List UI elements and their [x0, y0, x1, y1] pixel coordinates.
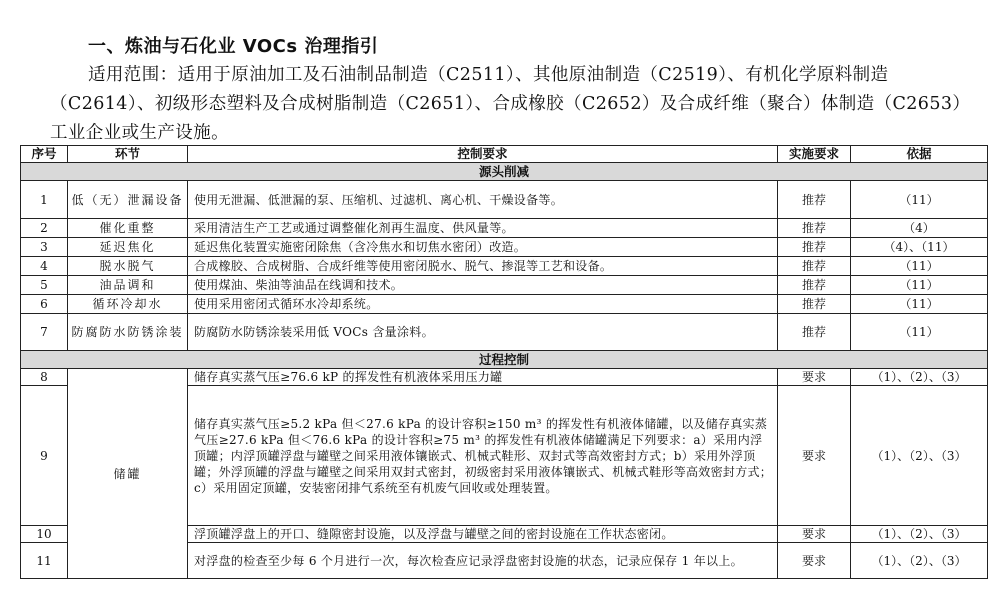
table-row — [21, 181, 988, 219]
row-stage: 低（无）泄漏设备 — [68, 181, 188, 219]
section-heading: 一、炼油与石化业 VOCs 治理指引 — [88, 36, 379, 57]
row-stage: 防腐防水防锈涂装 — [68, 314, 188, 351]
row-basis: （4）、（11） — [851, 238, 988, 257]
section-row-process-control — [21, 351, 988, 369]
row-requirement: 合成橡胶、合成树脂、合成纤维等使用密闭脱水、脱气、掺混等工艺和设备。 — [188, 257, 778, 276]
row-requirement: 使用无泄漏、低泄漏的泵、压缩机、过滤机、离心机、干燥设备等。 — [188, 181, 778, 219]
row-no: 3 — [21, 238, 68, 257]
row-no: 11 — [21, 543, 68, 579]
row-stage: 催化重整 — [68, 219, 188, 238]
row-basis: （11） — [851, 314, 988, 351]
table-row — [21, 314, 988, 351]
header-no: 序号 — [21, 146, 68, 163]
header-stage: 环节 — [68, 146, 188, 163]
row-implementation: 推荐 — [778, 276, 851, 295]
table-row — [21, 295, 988, 314]
header-requirement: 控制要求 — [188, 146, 778, 163]
row-stage: 延迟焦化 — [68, 238, 188, 257]
row-requirement: 使用采用密闭式循环水冷却系统。 — [188, 295, 778, 314]
row-basis: （11） — [851, 181, 988, 219]
row-implementation: 推荐 — [778, 257, 851, 276]
row-implementation: 推荐 — [778, 238, 851, 257]
row-stage: 循环冷却水 — [68, 295, 188, 314]
row-requirement: 延迟焦化装置实施密闭除焦（含冷焦水和切焦水密闭）改造。 — [188, 238, 778, 257]
header-implementation: 实施要求 — [778, 146, 851, 163]
row-no: 6 — [21, 295, 68, 314]
row-no: 1 — [21, 181, 68, 219]
row-no: 4 — [21, 257, 68, 276]
row-requirement: 对浮盘的检查至少每 6 个月进行一次，每次检查应记录浮盘密封设施的状态，记录应保存 1 年以上。 — [188, 543, 778, 579]
section-title: 过程控制 — [21, 351, 988, 369]
section-row-source-reduction — [21, 163, 988, 181]
row-basis: （11） — [851, 295, 988, 314]
row-no: 7 — [21, 314, 68, 351]
row-basis: （1）、（2）、（3） — [851, 386, 988, 526]
row-no: 9 — [21, 386, 68, 526]
row-no: 5 — [21, 276, 68, 295]
row-requirement: 防腐防水防锈涂装采用低 VOCs 含量涂料。 — [188, 314, 778, 351]
row-no: 2 — [21, 219, 68, 238]
table-row — [21, 238, 988, 257]
row-implementation: 要求 — [778, 543, 851, 579]
row-requirement: 储存真实蒸气压≥5.2 kPa 但＜27.6 kPa 的设计容积≥150 m³ 的挥发性有机液体储罐，以及储存真实蒸气压≥27.6 kPa 但＜76.6 kPa 的设计容积≥75 m³ 的挥发性有机液体储罐满足下列要求：a）采用内浮顶罐；内浮顶罐浮盘与罐壁之间采用液体镶嵌式、机械式鞋形、双封式等高效密封方式；b）采用外浮顶罐；外浮顶罐的浮盘与罐壁之间采用双封式密封，初级密封采用液体镶嵌式、机械式鞋形等高效密封方式；c）采用固定顶罐，安装密闭排气系统至有机废气回收或处理装置。 — [188, 386, 778, 526]
header-basis: 依据 — [851, 146, 988, 163]
row-no: 10 — [21, 526, 68, 543]
row-basis: （11） — [851, 257, 988, 276]
row-implementation: 要求 — [778, 386, 851, 526]
row-implementation: 要求 — [778, 526, 851, 543]
table-row — [21, 276, 988, 295]
table-row — [21, 369, 988, 386]
row-implementation: 推荐 — [778, 295, 851, 314]
row-implementation: 推荐 — [778, 181, 851, 219]
row-no: 8 — [21, 369, 68, 386]
section-title: 源头削减 — [21, 163, 988, 181]
row-requirement: 使用煤油、柴油等油品在线调和技术。 — [188, 276, 778, 295]
row-requirement: 采用清洁生产工艺或通过调整催化剂再生温度、供风量等。 — [188, 219, 778, 238]
row-stage-storage: 储罐 — [68, 369, 188, 579]
row-basis: （1）、（2）、（3） — [851, 526, 988, 543]
row-basis: （11） — [851, 276, 988, 295]
row-basis: （4） — [851, 219, 988, 238]
row-implementation: 要求 — [778, 369, 851, 386]
row-stage: 油品调和 — [68, 276, 188, 295]
table-row — [21, 257, 988, 276]
scope-paragraph: 适用范围：适用于原油加工及石油制品制造（C2511）、其他原油制造（C2519）、有机化学原料制造（C2614）、初级形态塑料及合成树脂制造（C2651）、合成橡胶（C2652）及合成纤维（聚合）体制造（C2653）工业企业或生产设施。 — [50, 65, 962, 143]
voc-control-table — [20, 145, 988, 579]
row-requirement: 浮顶罐浮盘上的开口、缝隙密封设施，以及浮盘与罐壁之间的密封设施在工作状态密闭。 — [188, 526, 778, 543]
row-implementation: 推荐 — [778, 219, 851, 238]
row-basis: （1）、（2）、（3） — [851, 369, 988, 386]
row-requirement: 储存真实蒸气压≥76.6 kP 的挥发性有机液体采用压力罐 — [188, 369, 778, 386]
row-stage: 脱水脱气 — [68, 257, 188, 276]
table-header-row — [21, 146, 988, 163]
row-implementation: 推荐 — [778, 314, 851, 351]
table-row — [21, 219, 988, 238]
row-basis: （1）、（2）、（3） — [851, 543, 988, 579]
